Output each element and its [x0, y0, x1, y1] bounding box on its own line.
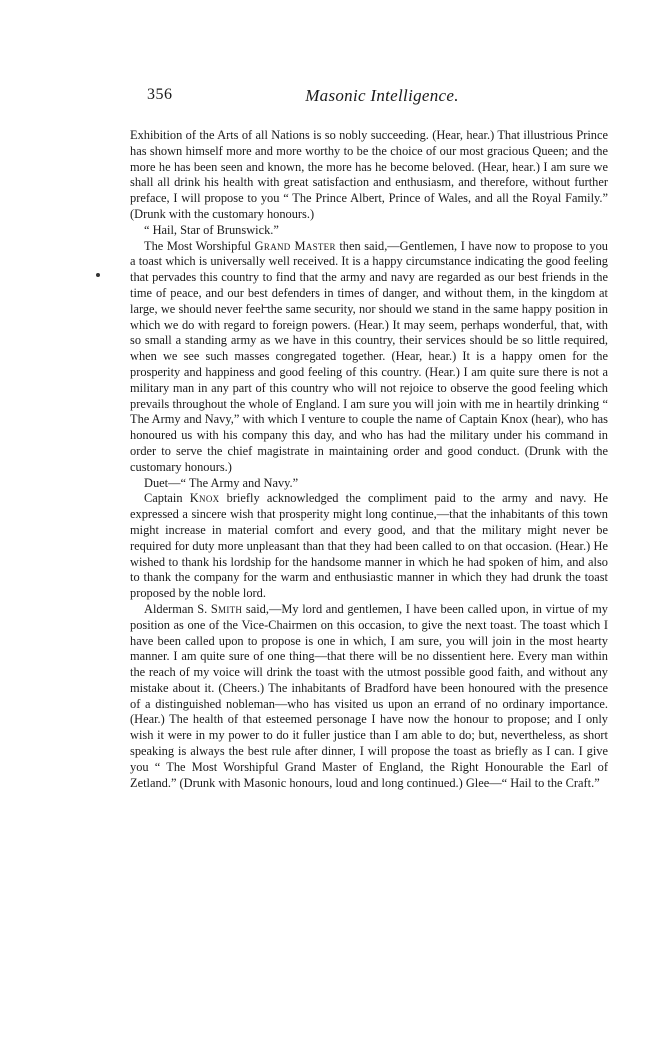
paragraph-army-navy-toast	[130, 239, 608, 476]
running-title: Masonic Intelligence.	[305, 86, 459, 105]
captain-knox-name: Knox	[189, 491, 220, 506]
paragraph-text: Captain	[144, 491, 190, 506]
grand-master-title: Grand Master	[254, 238, 336, 253]
paragraph-captain-knox-reply	[130, 491, 608, 602]
article-body	[130, 128, 608, 791]
alderman-smith-name: Smith	[210, 601, 243, 616]
paragraph-text: then said,—Gentlemen, I have now to propose to you a toast which is universally well received. It is a happy circumstance indicating the good feeling that pervades this country to find that the army and navy are regarded as our best friends in the time of peace, and our best defenders in times of danger, and without them, in the kingdom at large, we should never feel the same security, nor should we stand in the same happy position in which we do with regard to foreign powers. (Hear.) It may seem, perhaps wonderful, that, with so small a standing army as we have in this country, their services should be so little required, when we see such masses congregated together. (Hear, hear.) It is a happy omen for the prosperity and happiness and good feeling of this country. (Hear.) I am quite sure there is not a military man in any part of this country who will not rejoice to observe the good feeling which prevails throughout the whole of England. I am sure you will join with me in heartily drinking “ The Army and Navy,” with which I venture to couple the name of Captain Knox (hear), who has honoured us with his company this day, and who has had the military under his command in order to serve the chief magistrate in maintaining order and good conduct. (Drunk with the customary honours.)	[130, 238, 608, 474]
paragraph-text: briefly acknowledged the compliment paid to the army and navy. He expressed a sincere wish that prosperity might long continue,—that the inhabitants of this town might increase in material comfort and every good, and that the military might never be required for duty more unpleasant than that they had been called to on that occasion. (Hear.) He wished to thank his lordship for the handsome manner in which he had spoken of him, and also to thank the company for the warm and enthusiastic manner in which they had drunk the toast proposed by the noble lord.	[130, 491, 608, 601]
paragraph-prince-albert-toast: Exhibition of the Arts of all Nations is so nobly succeeding. (Hear, hear.) That illustrious Prince has shown himself more and more worthy to be the choice of our most gracious Queen; and the more he has been seen and known, the more has he become beloved. (Hear, hear.) I am sure we shall all drink his health with great satisfaction and enthusiasm, and therefore, without further preface, I will propose to you “ The Prince Albert, Prince of Wales, and all the Royal Family.” (Drunk with the customary honours.)	[130, 128, 608, 221]
paragraph-text: said,—My lord and gentlemen, I have been called upon, in virtue of my position as one of the Vice-Chairmen on this occasion, to give the next toast. The toast which I have been called upon to propose is one in which, I am sure, you will join in the most hearty manner. I am quite sure of one thing—that there will be no dissentient here. Every man within the reach of my voice will drink the toast with the utmost possible good faith, and without any mistake about it. (Cheers.) The inhabitants of Bradford have been honoured with the presence of a distinguished nobleman—who has visited us upon an errand of no ordinary importance. (Hear.) The health of that esteemed personage I have now the honour to propose; and I only wish it were in my power to do it fuller justice than I am able to do; but, nevertheless, as short speaking is always the best rule after dinner, I will propose the toast as briefly as I can. I give you “ The Most Worshipful Grand Master of England, the Right Honourable the Earl of Zetland.” (Drunk with Masonic honours, loud and long continued.) Glee—“ Hail to the Craft.”	[130, 601, 608, 790]
paragraph-text: Alderman S.	[144, 601, 211, 616]
song-army-and-navy: Duet—“ The Army and Navy.”	[144, 475, 299, 490]
page-number: 356	[147, 86, 173, 103]
paragraph-text: The Most Worshipful	[144, 238, 255, 253]
margin-mark	[96, 273, 100, 277]
paragraph-alderman-smith-toast	[130, 602, 608, 792]
page-header	[147, 86, 617, 108]
song-hail-star-of-brunswick: “ Hail, Star of Brunswick.”	[144, 222, 279, 237]
